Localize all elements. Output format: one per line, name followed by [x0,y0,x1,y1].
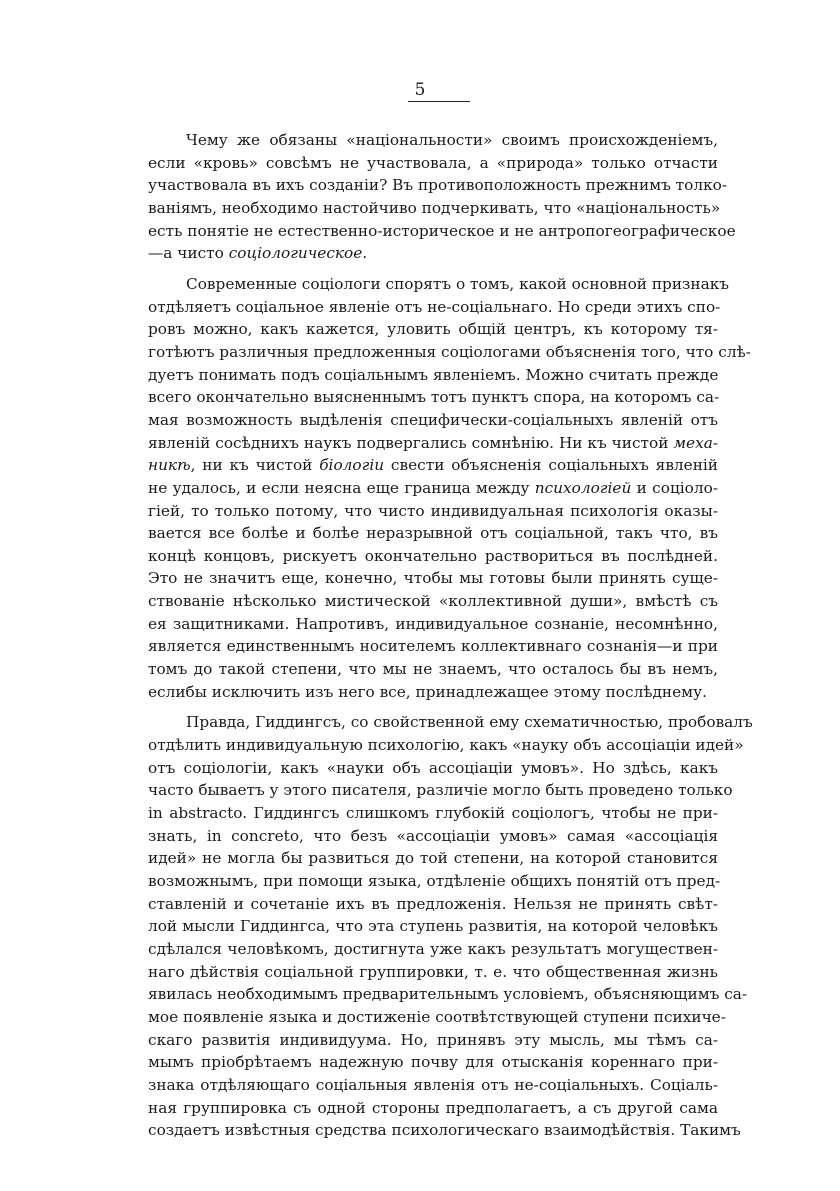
text-line: еслибы исключить изъ него все, принадлежащее этому послѣднему. [148,682,707,701]
text-line: явленій сосѣднихъ наукъ подвергались сомнѣнію. Ни къ чистой меха- [148,433,718,452]
text-line: создаетъ извѣстныя средства психологическаго взаимодѣйствія. Такимъ [148,1121,741,1140]
italic-term: меха- [673,433,718,452]
text-line: Современные соціологи спорятъ о томъ, какой основной признакъ [186,274,729,293]
italic-term: психологіей [534,478,632,497]
text-line: скаго развитія индивидуума. Но, принявъ эту мысль, мы тѣмъ са- [148,1030,718,1049]
italic-term: соціологическое [228,244,363,263]
text-line: Правда, Гиддингсъ, со свойственной ему схематичностью, пробовалъ [186,713,753,732]
text-line: идей» не могла бы развиться до той степени, на которой становится [148,849,718,868]
header-rule [408,101,470,102]
text-line: никѣ, ни къ чистой біологіи свести объясненія соціальныхъ явленій [148,456,718,475]
text-line: является единственнымъ носителемъ коллективнаго сознанія—и при [148,637,718,656]
text-line: если «кровь» совсѣмъ не участвовала, а «природа» только отчасти [148,153,718,172]
text-line: томъ до такой степени, что мы не знаемъ, что осталось бы въ немъ, [148,660,718,679]
text-line: лой мысли Гиддингса, что эта ступень развитія, на которой человѣкъ [148,917,718,936]
text-line: сдѣлался человѣкомъ, достигнута уже какъ результатъ могуществен- [148,939,718,958]
italic-term: никѣ [148,456,191,475]
text-line: —а чисто соціологическое. [148,244,368,263]
paragraph [148,711,753,1141]
text-line: всего окончательно выясненнымъ тотъ пунктъ спора, на которомъ са- [148,388,720,407]
text-line: мое появленіе языка и достиженіе соотвѣтствующей ступени психиче- [148,1007,726,1026]
paragraph [148,129,736,265]
text-line: Чему же обязаны «національности» своимъ происхожденіемъ, [186,131,718,149]
text-line: готѣютъ различныя предложенныя соціологами объясненія того, что слѣ- [148,342,751,361]
text-line: есть понятіе не естественно-историческое и не антропогеографическое [148,221,736,240]
text-line: ная группировка съ одной стороны предполагаетъ, а съ другой сама [148,1098,718,1117]
paragraph [148,273,751,703]
text-line: Это не значитъ еще, конечно, чтобы мы готовы были принять суще- [148,569,718,588]
text-line: часто бываетъ у этого писателя, различіе могло быть проведено только [148,781,733,800]
text-line: дуетъ понимать подъ соціальнымъ явленіемъ. Можно считать прежде [148,365,719,384]
text-line: in abstracto. Гиддингсъ слишкомъ глубокій соціологъ, чтобы не при- [148,804,718,823]
text-line: не удалось, и если неясна еще граница между психологіей и соціоло- [148,478,718,497]
page-number: 5 [414,80,426,100]
text-line: знать, in concreto, что безъ «ассоціаціи умовъ» самая «ассоціація [148,826,718,845]
text-line: отдѣляетъ соціальное явленіе отъ не-соціальнаго. Но среди этихъ спо- [148,297,721,316]
page-header [0,80,840,101]
text-line: ставленій и сочетаніе ихъ въ предложенія. Нельзя не принять свѣт- [148,894,718,913]
text-line: ствованіе нѣсколько мистической «коллективной души», вмѣстѣ съ [148,592,718,611]
body-text [148,129,753,1142]
text-line: мая возможность выдѣленія специфически-соціальныхъ явленій отъ [148,410,718,429]
text-line: ваніямъ, необходимо настойчиво подчеркивать, что «національность» [148,198,721,217]
text-line: гіей, то только потому, что чисто индивидуальная психологія оказы- [148,501,718,520]
text-line: знака отдѣляющаго соціальныя явленія отъ не-соціальныхъ. Соціаль- [148,1075,718,1094]
text-line: участвовала въ ихъ созданіи? Въ противоположность прежнимъ толко- [148,176,728,195]
text-line: возможнымъ, при помощи языка, отдѣленіе общихъ понятій отъ пред- [148,872,721,890]
italic-term: біологіи [319,456,385,475]
text-line: наго дѣйствія соціальной группировки, т. е. что общественная жизнь [148,962,718,981]
text-line: концѣ концовъ, рискуетъ окончательно раствориться въ послѣдней. [148,546,718,565]
text-line: ея защитниками. Напротивъ, индивидуальное сознаніе, несомнѣнно, [148,614,718,633]
text-line: отъ соціологіи, какъ «науки объ ассоціаціи умовъ». Но здѣсь, какъ [148,758,718,777]
text-line: явилась необходимымъ предварительнымъ условіемъ, объясняющимъ са- [148,985,748,1004]
text-line: мымъ пріобрѣтаемъ надежную почву для отысканія кореннаго при- [148,1053,718,1072]
text-line: отдѣлить индивидуальную психологію, какъ «науку объ ассоціаціи идей» [148,736,744,755]
text-line: вается все болѣе и болѣе неразрывной отъ соціальной, такъ что, въ [148,524,718,543]
text-line: ровъ можно, какъ кажется, уловить общій центръ, къ которому тя- [148,320,718,339]
